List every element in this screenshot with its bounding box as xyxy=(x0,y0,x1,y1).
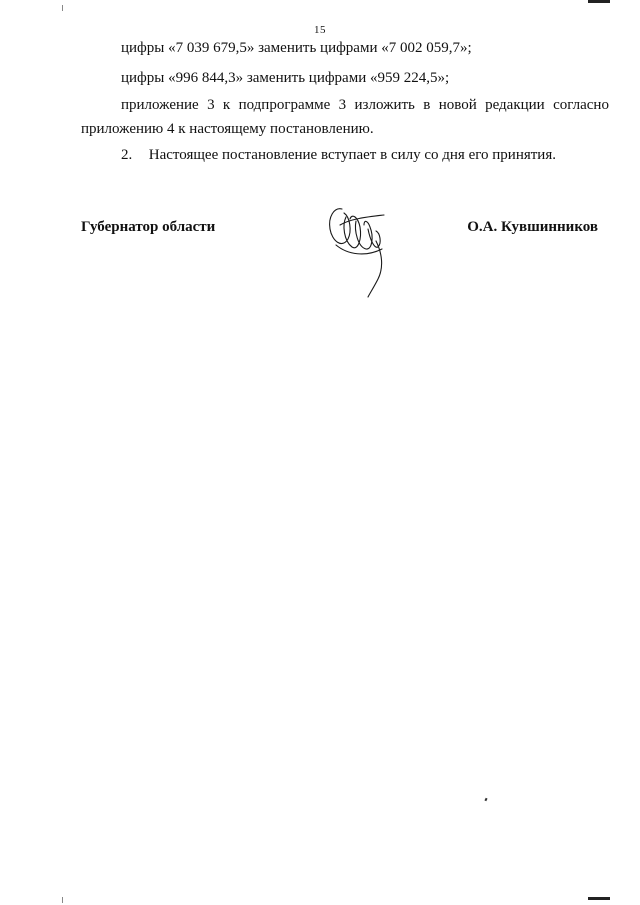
scan-mark xyxy=(588,0,610,3)
scan-mark xyxy=(484,798,487,802)
word: редакции xyxy=(485,97,545,113)
scan-mark xyxy=(588,897,610,900)
word: согласно xyxy=(553,97,609,113)
handwritten-signature xyxy=(322,195,392,300)
signatory-position: Губернатор области xyxy=(81,219,216,235)
body-line: цифры «7 039 679,5» заменить цифрами «7 002 059,7»; xyxy=(121,40,472,56)
body-line: цифры «996 844,3» заменить цифрами «959 224,5»; xyxy=(121,70,450,86)
body-line: приложению 4 к настоящему постановлению. xyxy=(81,121,374,137)
scan-mark xyxy=(62,5,63,11)
signatory-name: О.А. Кувшинников xyxy=(467,219,598,235)
word: подпрограмме xyxy=(238,97,331,113)
word: приложение xyxy=(121,97,199,113)
body-line-justified xyxy=(121,96,609,114)
numbered-item xyxy=(121,146,556,164)
page-number: 15 xyxy=(314,24,326,36)
scan-mark xyxy=(62,897,63,903)
word: новой xyxy=(438,97,477,113)
item-text: Настоящее постановление вступает в силу со дня его принятия. xyxy=(148,147,556,163)
word: в xyxy=(423,97,431,113)
word: изложить xyxy=(354,97,415,113)
word: к xyxy=(222,97,231,113)
item-number: 2. xyxy=(121,147,133,163)
word: 3 xyxy=(207,97,215,113)
word: 3 xyxy=(338,97,347,113)
